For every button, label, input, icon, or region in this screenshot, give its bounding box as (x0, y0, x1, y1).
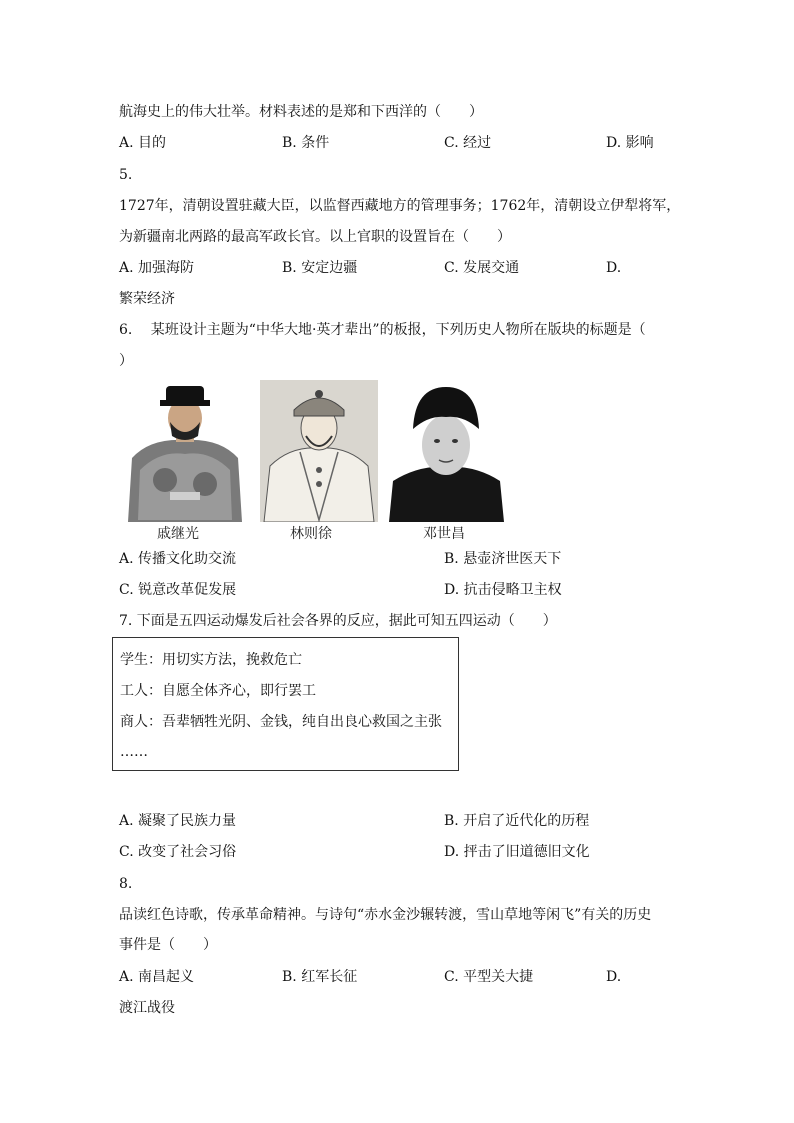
q6-option-d: D. 抗击侵略卫主权 (444, 582, 562, 598)
portrait-qi-jiguang (120, 380, 250, 522)
q5-option-c: C. 发展交通 (444, 260, 520, 276)
q8-option-b: B. 红军长征 (282, 969, 358, 985)
q6-stem-line1: 6. 某班设计主题为“中华大地·英才辈出”的板报，下列历史人物所在版块的标题是（ (119, 322, 646, 338)
q4-option-d: D. 影响 (606, 135, 654, 151)
q8-stem-line2: 事件是（ ） (119, 937, 217, 953)
q8-option-d: D. (606, 969, 622, 985)
q4-option-a: A. 目的 (119, 135, 167, 151)
q7-quote-ellipsis: …… (120, 744, 148, 760)
q6-option-a: A. 传播文化助交流 (119, 551, 237, 567)
q7-quote-box (112, 637, 459, 771)
portrait-caption-3: 邓世昌 (423, 526, 465, 542)
q8-number: 8. (119, 876, 133, 892)
q7-option-d: D. 抨击了旧道德旧文化 (444, 844, 590, 860)
q7-option-c: C. 改变了社会习俗 (119, 844, 237, 860)
q4-option-b: B. 条件 (282, 135, 330, 151)
q5-number: 5. (119, 167, 133, 183)
portrait-lin-zexu (260, 380, 378, 522)
q4-option-c: C. 经过 (444, 135, 492, 151)
portrait-deng-shichang (389, 385, 504, 522)
q8-option-d-text: 渡江战役 (119, 1000, 175, 1016)
q8-option-c: C. 平型关大捷 (444, 969, 534, 985)
q7-quote-students: 学生：用切实方法，挽救危亡 (120, 652, 302, 668)
q7-option-a: A. 凝聚了民族力量 (119, 813, 237, 829)
q7-quote-workers: 工人：自愿全体齐心，即行罢工 (120, 683, 316, 699)
q5-option-d: D. (606, 260, 622, 276)
q8-stem-line1: 品读红色诗歌，传承革命精神。与诗句“赤水金沙辗转渡，雪山草地等闲飞”有关的历史 (119, 907, 652, 923)
q5-stem-line1: 1727年，清朝设置驻藏大臣，以监督西藏地方的管理事务；1762年，清朝设立伊犁将军， (119, 198, 681, 214)
q6-option-b: B. 悬壶济世医天下 (444, 551, 562, 567)
q5-option-a: A. 加强海防 (119, 260, 195, 276)
portrait-caption-1: 戚继光 (157, 526, 199, 542)
portrait-caption-2: 林则徐 (290, 526, 332, 542)
q6-stem-line2: ） (119, 353, 133, 369)
q8-option-a: A. 南昌起义 (119, 969, 195, 985)
q7-option-b: B. 开启了近代化的历程 (444, 813, 590, 829)
q7-quote-merchants: 商人：吾辈牺牲光阴、金钱，纯自出良心救国之主张 (120, 714, 442, 730)
q5-stem-line2: 为新疆南北两路的最高军政长官。以上官职的设置旨在（ ） (119, 229, 511, 245)
q5-option-b: B. 安定边疆 (282, 260, 358, 276)
q7-stem: 7. 下面是五四运动爆发后社会各界的反应，据此可知五四运动（ ） (119, 613, 557, 629)
q4-stem-tail: 航海史上的伟大壮举。材料表述的是郑和下西洋的（ ） (119, 104, 483, 120)
q6-option-c: C. 锐意改革促发展 (119, 582, 237, 598)
q5-option-d-text: 繁荣经济 (119, 291, 175, 307)
